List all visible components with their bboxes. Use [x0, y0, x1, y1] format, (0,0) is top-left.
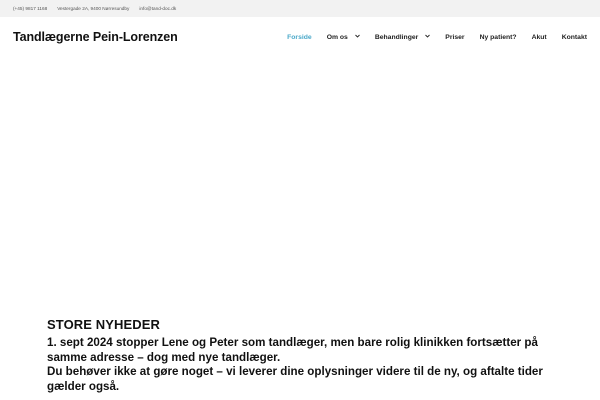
email-link[interactable]: info@tand-doc.dk: [139, 6, 177, 11]
nav-item-behandlinger[interactable]: [367, 17, 437, 57]
address-text: Vestergade 2A, 9400 Nørresundby: [57, 6, 130, 11]
nav-item-label: Om os: [326, 33, 348, 41]
site-header: [0, 17, 600, 57]
hero-area: [0, 57, 600, 307]
nav-item-kontakt[interactable]: [554, 17, 587, 57]
chevron-down-icon: [425, 34, 430, 40]
nav-item-label: Ny patient?: [479, 33, 517, 41]
nav-item-priser[interactable]: [438, 17, 472, 57]
nav-item-forside[interactable]: [280, 17, 320, 57]
nav-item-akut[interactable]: [524, 17, 554, 57]
top-info-bar: [0, 0, 600, 17]
nav-item-label: Priser: [445, 33, 465, 41]
phone-number[interactable]: (+45) 9817 1168: [13, 6, 48, 11]
nav-item-ny-patient[interactable]: [472, 17, 524, 57]
news-line-2: Du behøver ikke at gøre noget – vi leverer dine oplysninger videre til de ny, og aftalte tider gælder også.: [47, 365, 543, 393]
nav-item-label: Behandlinger: [374, 33, 419, 41]
nav-item-label: Forside: [287, 33, 312, 41]
news-line-1: 1. sept 2024 stopper Lene og Peter som tandlæger, men bare rolig klinikken fortsætter på samme adresse – dog med nye tandlæger.: [47, 336, 538, 364]
nav-item-om-os[interactable]: [319, 17, 367, 57]
chevron-down-icon: [355, 34, 360, 40]
news-heading: STORE NYHEDER: [47, 317, 161, 332]
news-paragraph: [47, 336, 547, 394]
news-section: [47, 316, 547, 394]
main-nav: [280, 17, 587, 57]
nav-item-label: Kontakt: [561, 33, 587, 41]
nav-item-label: Akut: [531, 33, 547, 41]
site-title[interactable]: Tandlægerne Pein-Lorenzen: [13, 30, 178, 44]
